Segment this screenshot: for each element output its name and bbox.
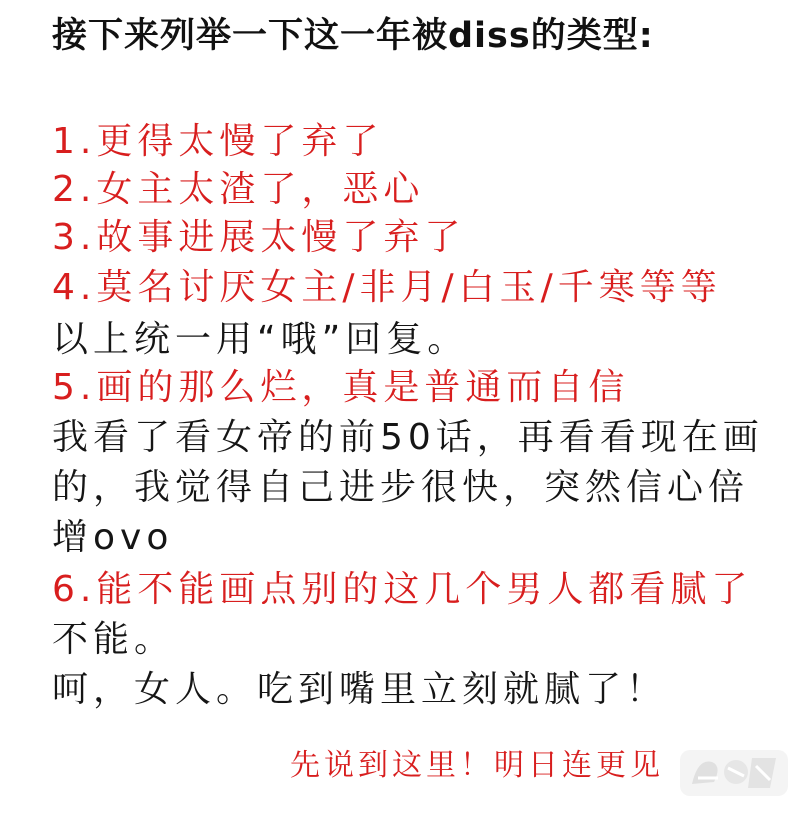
reply-line: 不能。 [52,619,176,660]
manhua-site-logo-icon [678,744,790,802]
list-item-5: 5.画的那么烂，真是普通而自信 [52,367,630,408]
reply-line: 以上统一用“哦”回复。 [52,319,469,360]
list-item-4: 4.莫名讨厌女主/非月/白玉/千寒等等 [52,267,722,308]
list-item-2: 2.女主太渣了，恶心 [52,169,425,210]
page-heading: 接下来列举一下这一年被diss的类型: [52,16,654,56]
reply-line: 增ovo [52,517,174,558]
list-item-3: 3.故事进展太慢了弃了 [52,217,466,258]
reply-line: 呵，女人。吃到嘴里立刻就腻了！ [52,669,668,710]
reply-line: 我看了看女帝的前50话，再看看现在画 [52,417,764,458]
reply-line: 的，我觉得自己进步很快，突然信心倍 [52,467,750,508]
list-item-6: 6.能不能画点别的这几个男人都看腻了 [52,569,753,610]
closing-note: 先说到这里！明日连更见 [290,748,664,783]
list-item-1: 1.更得太慢了弃了 [52,121,384,162]
